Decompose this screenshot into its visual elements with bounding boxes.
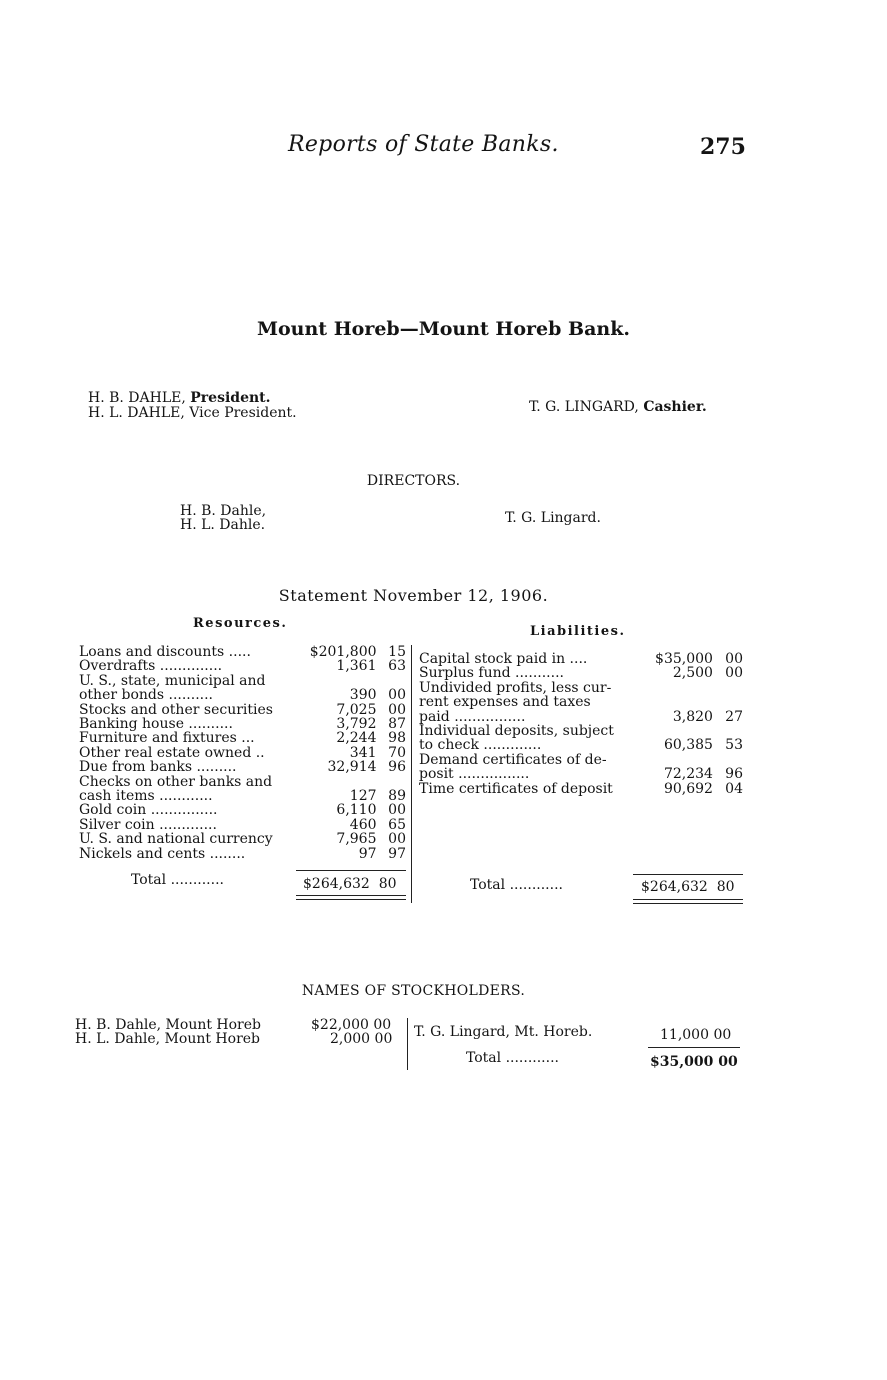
director-3: T. G. Lingard.	[505, 510, 601, 526]
liability-row	[419, 724, 743, 738]
resources-total-dollars: $264,632	[303, 876, 370, 892]
resource-cents: 00	[388, 831, 406, 848]
liability-cents: 27	[725, 708, 743, 725]
vice-president-title: Vice President.	[189, 405, 297, 421]
officer-president	[88, 390, 271, 406]
liability-row	[419, 695, 743, 709]
liability-cents	[713, 753, 743, 767]
resource-dollars: 97	[358, 845, 377, 862]
directors-heading: DIRECTORS.	[366, 473, 461, 489]
resource-dollars: 2,244	[336, 730, 377, 747]
resource-cents: 89	[388, 788, 406, 805]
resource-cents: 70	[388, 744, 406, 761]
resources-total-amount	[303, 876, 397, 892]
liability-dollars: 72,234	[663, 766, 713, 783]
resource-dollars	[300, 674, 376, 688]
resource-cents: 98	[388, 730, 406, 747]
liability-label: rent expenses and taxes	[419, 694, 591, 711]
director-1: H. B. Dahle,	[180, 503, 267, 519]
liability-row	[419, 782, 743, 796]
resource-label: Other real estate owned ..	[79, 744, 265, 761]
president-name: H. B. DAHLE,	[88, 390, 186, 406]
liability-label: Undivided profits, less cur-	[419, 679, 612, 696]
resource-row	[79, 832, 406, 846]
resources-total-label: Total ............	[131, 872, 224, 888]
resource-label: U. S. and national currency	[79, 831, 273, 848]
stockholder-left-1-dollars: $22,000	[311, 1017, 369, 1033]
resource-row	[79, 703, 406, 717]
resources-total-cents: 80	[378, 876, 397, 892]
liability-dollars	[646, 695, 713, 709]
resources-total-rule	[296, 870, 406, 871]
resource-row	[79, 645, 406, 659]
liability-dollars	[646, 753, 713, 767]
running-header-title: Reports of State Banks.	[288, 132, 559, 157]
liability-label: Surplus fund ...........	[419, 665, 564, 682]
stockholder-left-2-amount	[330, 1031, 392, 1047]
stockholders-total-label: Total ............	[466, 1050, 559, 1066]
resource-label: U. S., state, municipal and	[79, 672, 266, 689]
liability-dollars: $35,000	[655, 651, 713, 667]
director-2: H. L. Dahle.	[180, 517, 266, 533]
resource-dollars	[300, 775, 376, 789]
stockholder-right-1-cents: 00	[713, 1027, 732, 1043]
resources-heading: Resources.	[193, 616, 288, 631]
liability-cents: 53	[725, 737, 743, 754]
resource-row	[79, 659, 406, 673]
liability-dollars: 90,692	[663, 780, 713, 797]
resource-cents: 00	[388, 687, 406, 704]
liabilities-heading: Liabilities.	[530, 624, 626, 639]
liability-cents: 96	[725, 766, 743, 783]
liability-label: Capital stock paid in ....	[419, 651, 588, 667]
liability-row	[419, 753, 743, 767]
liability-label: posit ................	[419, 766, 530, 783]
page-number: 275	[700, 134, 746, 160]
liabilities-total-amount	[641, 879, 735, 895]
stockholders-heading: NAMES OF STOCKHOLDERS.	[301, 983, 526, 999]
stockholder-right-1-amount	[660, 1027, 731, 1043]
liability-dollars: 2,500	[672, 665, 713, 682]
liabilities-total-label: Total ............	[470, 877, 563, 893]
resource-row	[79, 731, 406, 745]
stockholder-left-2-cents: 00	[374, 1031, 393, 1047]
resource-row	[79, 674, 406, 688]
resource-cents: 97	[388, 845, 406, 862]
resource-row	[79, 775, 406, 789]
stockholder-left-2-name: H. L. Dahle, Mount Horeb	[75, 1031, 261, 1047]
resource-label: Overdrafts ..............	[79, 658, 223, 675]
liabilities-total-dollars: $264,632	[641, 879, 708, 895]
stockholder-left-1-cents: 00	[373, 1017, 392, 1033]
liability-row	[419, 738, 743, 752]
bank-title: Mount Horeb—Mount Horeb Bank.	[256, 318, 631, 340]
resource-dollars: 7,025	[336, 701, 377, 718]
stockholder-right-1-name: T. G. Lingard, Mt. Horeb.	[414, 1024, 593, 1040]
resource-row	[79, 688, 406, 702]
resource-row	[79, 717, 406, 731]
liability-row	[419, 681, 743, 695]
liability-row	[419, 767, 743, 781]
liabilities-table	[419, 652, 743, 796]
liability-label: Individual deposits, subject	[419, 723, 614, 740]
liability-cents: 04	[725, 780, 743, 797]
resource-cents: 00	[388, 802, 406, 819]
resources-double-rule-2	[296, 899, 406, 900]
liability-row	[419, 652, 743, 666]
liability-dollars: 60,385	[663, 737, 713, 754]
resource-dollars: 32,914	[327, 759, 377, 776]
stockholder-left-2-dollars: 2,000	[330, 1031, 371, 1047]
resource-cents: 96	[388, 759, 406, 776]
resource-dollars: 1,361	[336, 658, 377, 675]
liability-row	[419, 710, 743, 724]
resource-dollars: 127	[349, 788, 377, 805]
stockholders-total-amount	[650, 1054, 738, 1070]
resource-label: Furniture and fixtures ...	[79, 730, 255, 747]
resource-dollars: 341	[349, 744, 377, 761]
resource-label: Banking house ..........	[79, 716, 233, 733]
statement-title: Statement November 12, 1906.	[278, 586, 549, 605]
liability-label: to check .............	[419, 737, 542, 754]
resources-table	[79, 645, 406, 861]
stockholder-right-1-dollars: 11,000	[660, 1027, 709, 1043]
liability-label: Time certificates of deposit	[419, 780, 613, 797]
resource-label: Gold coin ...............	[79, 802, 218, 819]
liability-label: Demand certificates of de-	[419, 751, 607, 768]
stockholders-total-rule	[648, 1047, 740, 1048]
liabilities-double-rule-2	[633, 903, 743, 904]
officer-cashier	[529, 399, 707, 415]
resource-cents: 15	[388, 644, 406, 660]
cashier-name: T. G. LINGARD,	[529, 399, 639, 415]
president-title: President.	[190, 390, 271, 406]
resource-label: Checks on other banks and	[79, 773, 273, 790]
officer-vice-president	[88, 405, 297, 421]
resource-dollars: 460	[349, 816, 377, 833]
liability-cents	[713, 681, 743, 695]
resource-dollars: 390	[349, 687, 377, 704]
vice-president-name: H. L. DAHLE,	[88, 405, 185, 421]
liabilities-double-rule-1	[633, 899, 743, 900]
stockholders-total-cents: 00	[718, 1054, 738, 1070]
resource-cents: 65	[388, 816, 406, 833]
resource-dollars: 6,110	[336, 802, 377, 819]
resource-cents	[377, 775, 406, 789]
resource-cents	[377, 674, 406, 688]
resource-label: other bonds ..........	[79, 687, 214, 704]
liabilities-total-rule	[633, 874, 743, 875]
resource-row	[79, 789, 406, 803]
stockholders-divider	[407, 1018, 408, 1070]
liability-label: paid ................	[419, 708, 526, 725]
liability-row	[419, 666, 743, 680]
resource-dollars: $201,800	[309, 644, 377, 660]
stockholder-left-1-name: H. B. Dahle, Mount Horeb	[75, 1017, 261, 1033]
liabilities-total-cents: 80	[716, 879, 735, 895]
resource-label: Silver coin .............	[79, 816, 217, 833]
resource-label: cash items ............	[79, 788, 213, 805]
resources-double-rule-1	[296, 895, 406, 896]
liability-cents: 00	[725, 651, 743, 667]
liability-dollars	[646, 681, 713, 695]
liability-cents: 00	[725, 665, 743, 682]
resource-label: Stocks and other securities	[79, 701, 273, 718]
liability-dollars	[646, 724, 713, 738]
resource-cents: 87	[388, 716, 406, 733]
resource-row	[79, 847, 406, 861]
resource-dollars: 3,792	[336, 716, 377, 733]
resource-cents: 63	[388, 658, 406, 675]
resource-label: Loans and discounts .....	[79, 644, 251, 660]
resource-row	[79, 818, 406, 832]
resource-row	[79, 803, 406, 817]
resource-label: Nickels and cents ........	[79, 845, 246, 862]
resource-label: Due from banks .........	[79, 759, 237, 776]
column-divider	[411, 645, 412, 903]
resource-row	[79, 760, 406, 774]
liability-cents	[713, 695, 743, 709]
resource-row	[79, 746, 406, 760]
resource-cents: 00	[388, 701, 406, 718]
stockholders-total-dollars: $35,000	[650, 1054, 714, 1070]
cashier-title: Cashier.	[643, 399, 707, 415]
liability-cents	[713, 724, 743, 738]
liability-dollars: 3,820	[672, 708, 713, 725]
resource-dollars: 7,965	[336, 831, 377, 848]
